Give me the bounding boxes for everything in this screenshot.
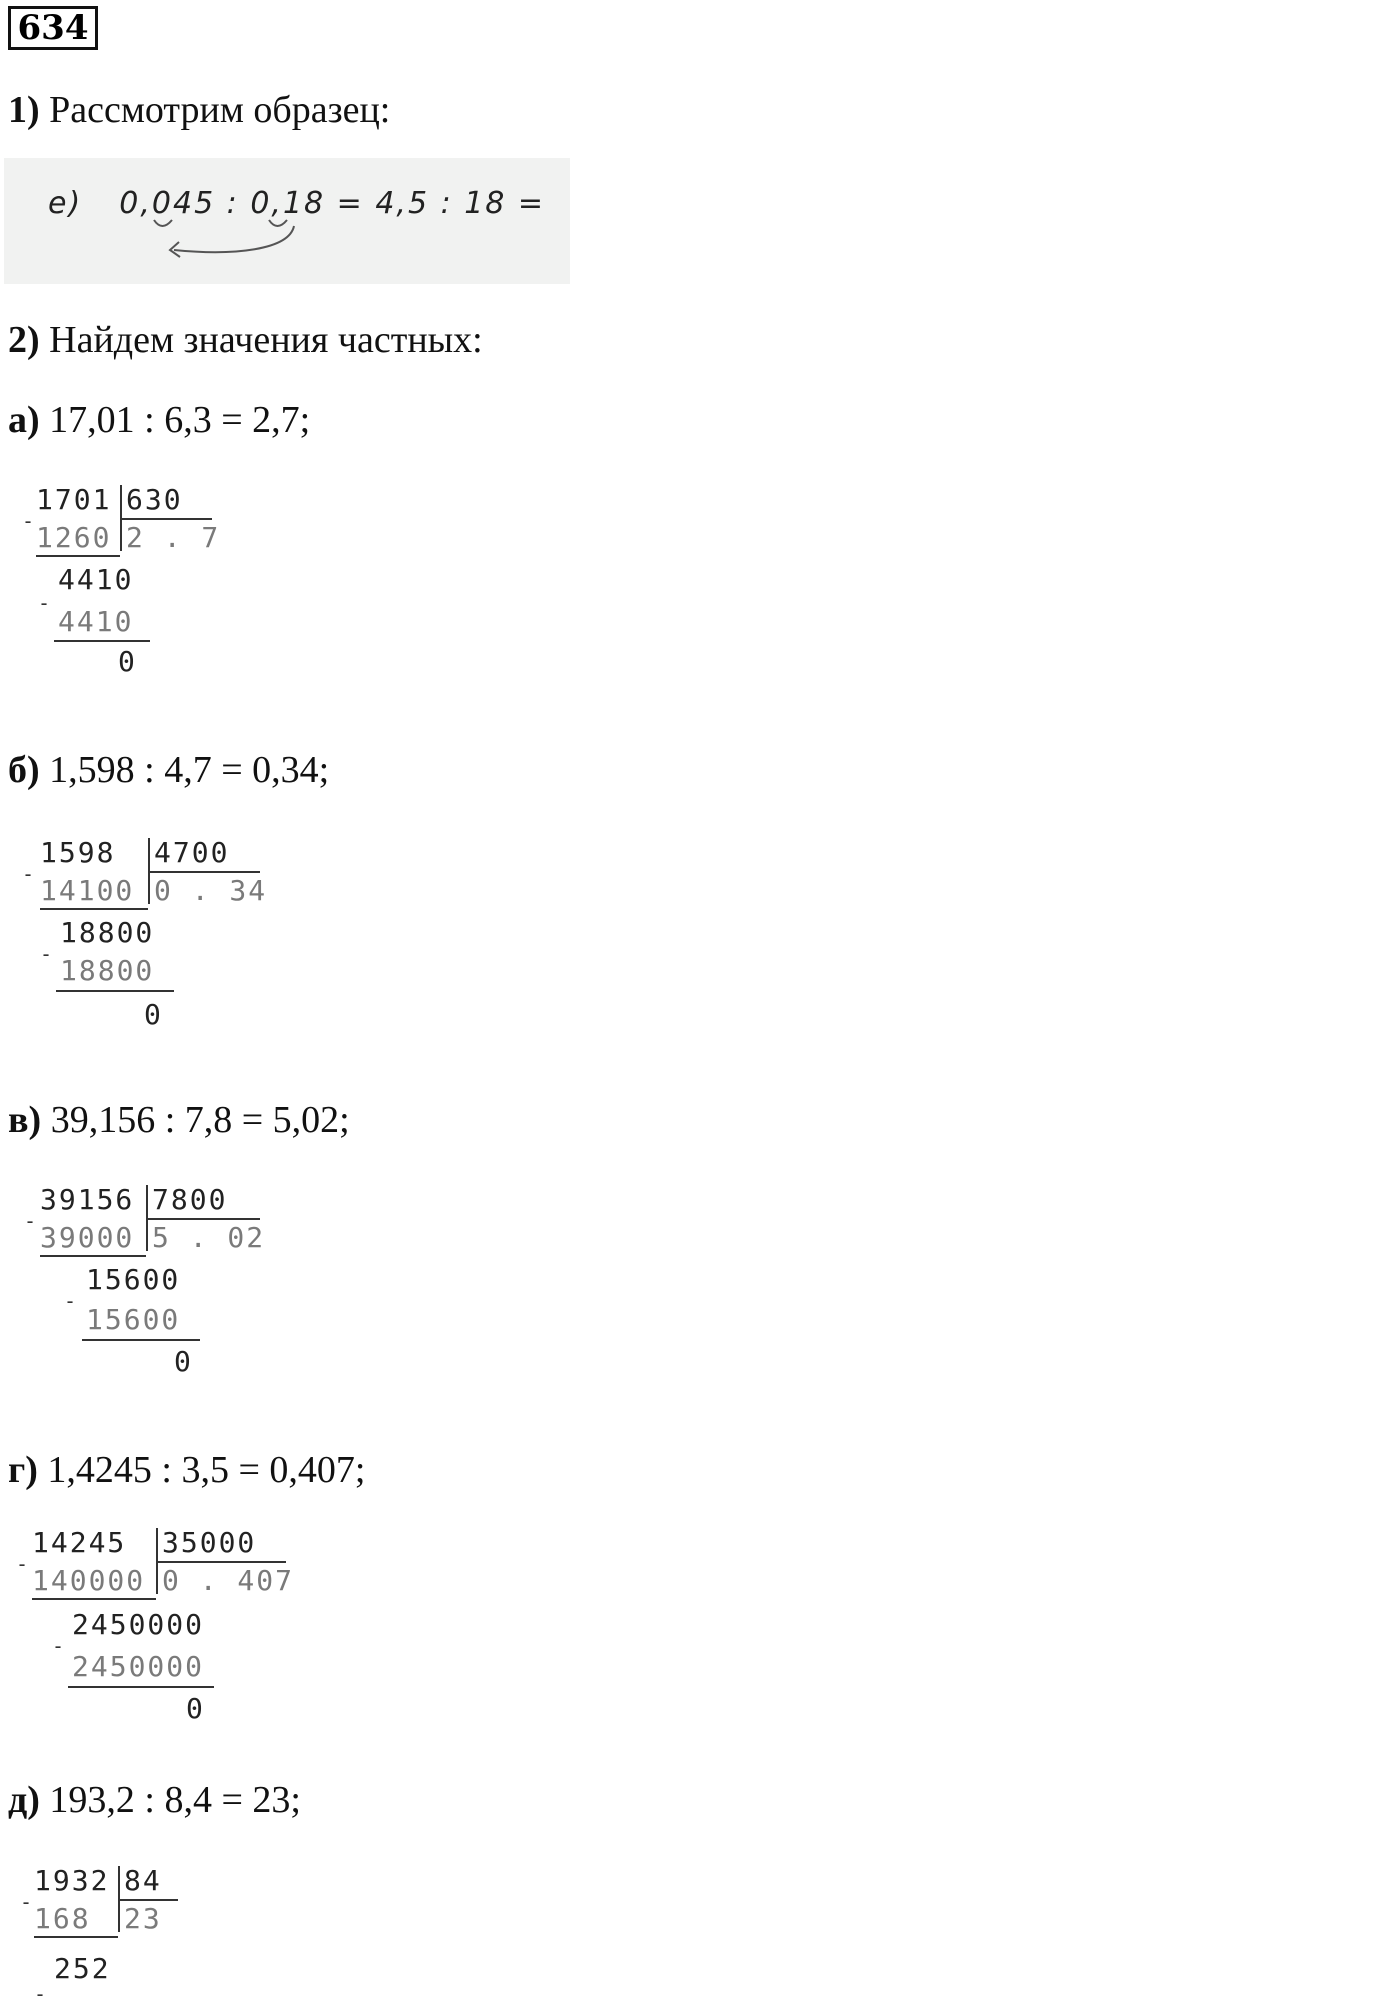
subtrahend-2: 18800: [60, 954, 155, 987]
divisor: 84: [124, 1864, 162, 1897]
remainder-1: 15600: [86, 1263, 181, 1296]
remainder-1: 4410: [58, 563, 134, 596]
subtrahend-2: 15600: [86, 1303, 181, 1336]
item-b: [8, 748, 329, 792]
item-expression: 39,156 : 7,8 = 5,02;: [50, 1099, 350, 1141]
step-2: [8, 318, 483, 362]
final-remainder: 0: [144, 998, 163, 1031]
subtrahend-2: 2450000: [72, 1650, 205, 1683]
item-label: г): [8, 1449, 38, 1491]
final-remainder: 0: [186, 1692, 205, 1725]
divisor: 630: [126, 483, 183, 516]
item-v: [8, 1098, 350, 1142]
subtrahend-1: 140000: [32, 1564, 146, 1597]
subtrahend-2: 4410: [58, 605, 134, 638]
item-expression: 1,4245 : 3,5 = 0,407;: [47, 1449, 366, 1491]
quotient: 2 . 7: [126, 521, 221, 554]
sample-label: е): [48, 186, 83, 221]
remainder-1: 2450000: [72, 1608, 205, 1641]
sample-expression: 0,045 : 0,18 = 4,5 : 18 =: [119, 186, 546, 221]
divisor: 7800: [152, 1183, 228, 1216]
item-expression: 193,2 : 8,4 = 23;: [49, 1779, 301, 1821]
quotient: 0 . 407: [162, 1564, 295, 1597]
step-2-number: 2): [8, 319, 40, 361]
item-label: д): [8, 1779, 40, 1821]
dividend: 14245: [32, 1526, 127, 1559]
item-label: а): [8, 399, 40, 441]
step-2-text: Найдем значения частных:: [49, 319, 483, 361]
dividend: 1932: [34, 1864, 110, 1897]
final-remainder: 0: [118, 645, 137, 678]
step-1: [8, 88, 390, 132]
quotient: 5 . 02: [152, 1221, 266, 1254]
subtrahend-1: 168: [34, 1902, 91, 1935]
dividend: 39156: [40, 1183, 135, 1216]
dividend: 1701: [36, 483, 112, 516]
step-1-number: 1): [8, 89, 40, 131]
item-a: [8, 398, 310, 442]
divisor: 4700: [154, 836, 230, 869]
dividend: 1598: [40, 836, 116, 869]
item-d: [8, 1778, 301, 1822]
subtrahend-1: 14100: [40, 874, 135, 907]
subtrahend-1: 1260: [36, 521, 112, 554]
divisor: 35000: [162, 1526, 257, 1559]
item-g: [8, 1448, 365, 1492]
sample-image: [4, 158, 570, 284]
problem-number: 634: [8, 6, 98, 50]
item-expression: 17,01 : 6,3 = 2,7;: [49, 399, 311, 441]
quotient: 23: [124, 1902, 162, 1935]
item-label: б): [8, 749, 40, 791]
remainder-1: 18800: [60, 916, 155, 949]
subtrahend-1: 39000: [40, 1221, 135, 1254]
step-1-text: Рассмотрим образец:: [49, 89, 391, 131]
item-expression: 1,598 : 4,7 = 0,34;: [49, 749, 330, 791]
remainder-1: 252: [54, 1952, 111, 1985]
final-remainder: 0: [174, 1345, 193, 1378]
quotient: 0 . 34: [154, 874, 268, 907]
sample-arrow-icon: [4, 158, 570, 284]
item-label: в): [8, 1099, 42, 1141]
